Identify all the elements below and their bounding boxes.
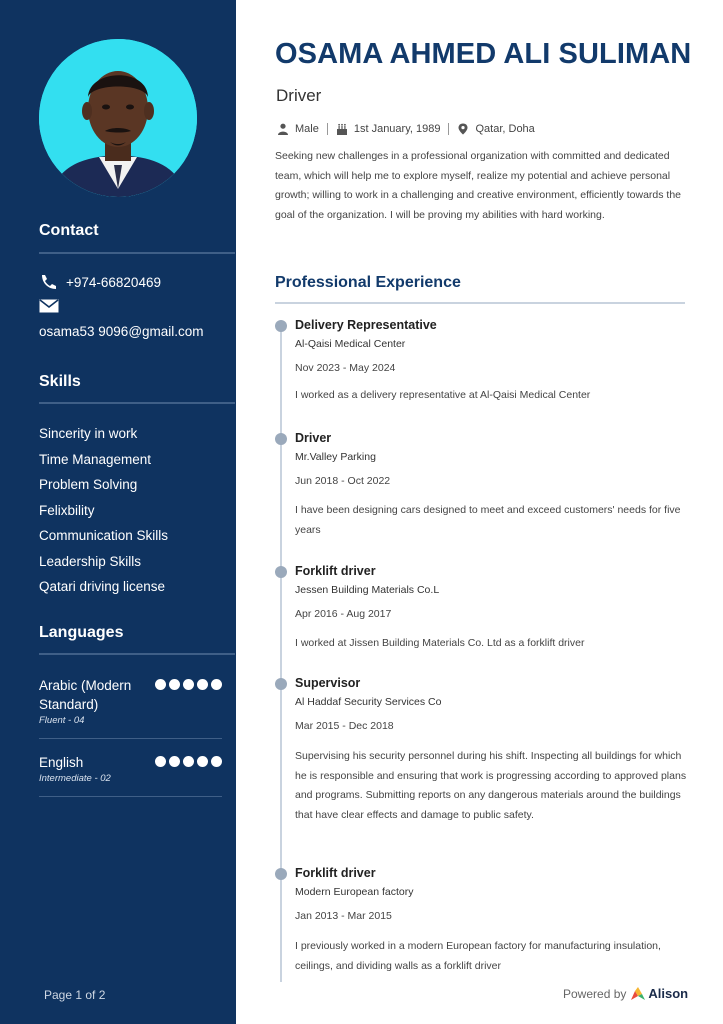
skills-divider (39, 402, 235, 404)
timeline-bullet (275, 566, 287, 578)
timeline-bullet (275, 320, 287, 332)
location: Qatar, Doha (475, 123, 535, 135)
job-company: Mr.Valley Parking (295, 451, 376, 463)
language-level: Fluent - 04 (39, 715, 85, 726)
language-item-arabic (39, 676, 222, 726)
rating-dot (197, 756, 208, 767)
alison-logo[interactable] (630, 986, 688, 1001)
separator (327, 123, 328, 135)
job-title: Driver (295, 431, 332, 445)
timeline-bullet (275, 678, 287, 690)
language-divider (39, 796, 222, 797)
alison-logo-icon (630, 987, 646, 1001)
language-item-english (39, 753, 222, 784)
timeline-line (280, 326, 282, 982)
phone-number[interactable]: +974-66820469 (66, 274, 161, 290)
job-description: I worked at Jissen Building Materials Co. Ltd as a forklift driver (295, 637, 585, 649)
rating-dot (155, 679, 166, 690)
timeline-bullet (275, 868, 287, 880)
job-dates: Apr 2016 - Aug 2017 (295, 608, 392, 620)
alison-brand: Alison (648, 986, 689, 1001)
email-icon-row (39, 298, 66, 314)
experience-divider (275, 302, 685, 304)
gender: Male (295, 123, 319, 135)
rating-dot (183, 679, 194, 690)
job-company: Jessen Building Materials Co.L (295, 584, 440, 596)
language-name: Arabic (Modern Standard) (39, 678, 132, 712)
job-description: I worked as a delivery representative at Al-Qaisi Medical Center (295, 389, 591, 401)
job-title: Delivery Representative (295, 318, 437, 332)
email-address[interactable]: osama53 9096@gmail.com (39, 324, 204, 339)
job-dates: Jan 2013 - Mar 2015 (295, 910, 392, 922)
language-name: English (39, 755, 84, 770)
rating-dot (169, 756, 180, 767)
rating-dot (211, 756, 222, 767)
sidebar (0, 0, 236, 1024)
language-rating (155, 756, 222, 767)
timeline-bullet (275, 433, 287, 445)
skill-item: Communication Skills (39, 528, 169, 543)
job-description: Supervising his security personnel during his shift. Inspecting all buildings for which he is responsible and ensuring that work is progressing according to approved plans and programs. Submitting reports on any dangerous materials around the buildings that have clear effects and damage to public safety. (295, 750, 687, 821)
job-company: Modern European factory (295, 886, 414, 898)
separator (448, 123, 449, 135)
job-dates: Nov 2023 - May 2024 (295, 362, 396, 374)
skill-item: Sincerity in work (39, 426, 138, 441)
job-dates: Mar 2015 - Dec 2018 (295, 720, 394, 732)
language-divider (39, 738, 222, 739)
phone-row (39, 274, 161, 290)
rating-dot (155, 756, 166, 767)
job-title: Forklift driver (295, 564, 376, 578)
birth-date: 1st January, 1989 (353, 123, 441, 135)
job-company: Al Haddaf Security Services Co (295, 696, 442, 708)
candidate-role: Driver (276, 86, 322, 105)
profile-photo-illustration (39, 39, 197, 197)
powered-by (563, 986, 688, 1001)
skills-list (39, 426, 168, 605)
person-icon (277, 123, 289, 135)
skills-heading: Skills (39, 373, 81, 390)
contact-heading: Contact (39, 222, 99, 239)
email-row (39, 324, 204, 339)
page-number: Page 1 of 2 (44, 988, 106, 1002)
skill-item: Time Management (39, 451, 152, 467)
job-description: I previously worked in a modern European factory for manufacturing insulation, ceilings, and dividing walls as a forklift driver (295, 940, 661, 972)
rating-dot (183, 756, 194, 767)
job-title: Forklift driver (295, 866, 376, 880)
rating-dot (169, 679, 180, 690)
experience-heading: Professional Experience (275, 274, 461, 291)
personal-details (277, 123, 535, 135)
language-rating (155, 679, 222, 690)
rating-dot (197, 679, 208, 690)
skill-item: Problem Solving (39, 477, 138, 492)
location-pin-icon (457, 123, 469, 135)
profile-summary: Seeking new challenges in a professional organization with committed and dedicated team, which will help me to explore myself, realize my potential and achieve personal growth; willing to work in a challenging and creative environment, efficiently towards the goal of the organization. I will be proving my abilities with hard working. (275, 150, 682, 221)
job-company: Al-Qaisi Medical Center (295, 338, 406, 350)
languages-heading: Languages (39, 624, 124, 641)
phone-icon (39, 274, 57, 290)
cake-icon (336, 123, 348, 135)
profile-photo (39, 39, 197, 197)
job-title: Supervisor (295, 676, 361, 690)
contact-divider (39, 252, 235, 254)
skill-item: Felixbility (39, 502, 95, 518)
envelope-icon (39, 298, 57, 314)
rating-dot (211, 679, 222, 690)
skill-item: Qatari driving license (39, 579, 166, 594)
powered-by-label: Powered by (563, 986, 627, 1001)
candidate-name: OSAMA AHMED ALI SULIMAN (275, 38, 692, 70)
language-level: Intermediate - 02 (39, 773, 111, 784)
skill-item: Leadership Skills (39, 553, 142, 569)
job-description: I have been designing cars designed to meet and exceed customers' needs for five years (295, 504, 681, 536)
job-dates: Jun 2018 - Oct 2022 (295, 475, 391, 487)
languages-divider (39, 653, 235, 655)
